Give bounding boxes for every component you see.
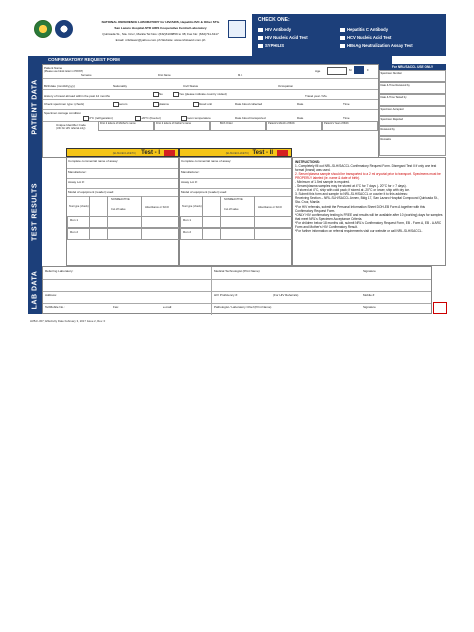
med-tech-field[interactable]: Medical Technologist (Print Name): [214, 269, 260, 273]
header-address: Quiricada St., Sta. Cruz, Manila Tel Nos: (632)3109859 to 38; Fax No: (632)711-6117: [102, 32, 219, 36]
check-one-panel: [252, 14, 446, 56]
test-2-marker-icon: [277, 150, 288, 156]
lab-use-header: For NRL/SACCL USE ONLY: [379, 64, 446, 70]
test-2-header: (ELISA/ECLIA/ETC) Test - II: [179, 148, 292, 157]
header-hospital: San Lazaro Hospital-STD AIDS Cooperative Central Laboratory: [114, 26, 207, 30]
option-hbsag[interactable]: HBsAg Neutralization Assay Test: [340, 43, 413, 48]
form-footer: LRB-F-307; Effectivity Date February 3, 2017 Issue 2, Rev. 0: [30, 319, 106, 323]
doh-seal-icon: [34, 20, 52, 38]
sex-box-icon: [354, 66, 364, 74]
check-one-title: CHECK ONE:: [258, 17, 290, 23]
test-1-title: Test - I: [141, 150, 160, 156]
lab-data-form: Referring Laboratory: Medical Technologist (Print Name) Signature Address: HIV Proficiency #: (For HIV Referrals) Mobile # Tel/Mobile No.: Fax: e-mail: Pathologist / Laboratory Chief (Print Name) Signature: [42, 266, 432, 314]
patient-form: [42, 64, 379, 158]
uic-boxes[interactable]: First 2 letters of Mother's name First 2 letters of Father's name Birth Order Patient's Month of Birth Patient's Year of Birth: [98, 121, 378, 131]
specimen-number-cell[interactable]: Specimen Number: [379, 70, 446, 82]
option-hcv-antibody[interactable]: Hepatitis C Antibody: [340, 27, 388, 32]
lab-header: [28, 14, 252, 56]
remarks-cell[interactable]: Remarks: [379, 136, 446, 156]
age-field[interactable]: [327, 67, 347, 75]
tel-field[interactable]: Tel/Mobile No.:: [45, 305, 65, 309]
option-hcv-nat[interactable]: HCV Nucleic Acid Test: [340, 35, 391, 40]
received-by-cell[interactable]: Received by: [379, 126, 446, 136]
storage-row[interactable]: Specimen storage condition 4°C (refrigeration) -20°C (freezer) room temperature Date blood transported Date Time: [43, 109, 378, 122]
patient-data-band: PATIENT DATA: [28, 56, 42, 158]
received-cell[interactable]: Date & Time Received by: [379, 82, 446, 94]
controlled-copy-stamp-icon: [433, 302, 447, 314]
specimen-row[interactable]: Check specimen type: (check) serum plasma blood unit Date blood collected Date Time: [43, 99, 378, 110]
fax-field[interactable]: Fax:: [113, 305, 119, 309]
test-1-marker-icon: [164, 150, 175, 156]
patient-name-row[interactable]: Patient Name (Please use block letter in PRINT) Surname First Name M.I. Age M F: [43, 65, 378, 79]
request-form-sheet: [28, 14, 446, 314]
header-lab-name: NATIONAL REFERENCE LABORATORY for HIV/AIDS, Hepatitis B/C & Other STIs: [101, 20, 220, 24]
lab-data-band: LAB DATA: [28, 266, 42, 314]
header-contact: Email: nrlsltsacc@yahoo.com.ph Website: www.nrlslsaccl.com.ph: [115, 38, 206, 42]
uic-row[interactable]: Unique Identifier Code (UIC for HIV referral only) First 2 letters of Mother's name First 2 letters of Father's name Birth Order Patient's Month of Birth Patient's Year of Birth: [43, 121, 378, 135]
form-title: CONFIRMATORY REQUEST FORM: [42, 56, 392, 64]
test-2-title: Test - II: [252, 150, 273, 156]
hiv-proficiency-field[interactable]: HIV Proficiency #:: [214, 293, 238, 297]
email-field[interactable]: e-mail:: [163, 305, 173, 309]
option-hiv-nat[interactable]: HIV Nucleic Acid Test: [258, 35, 308, 40]
test-1-header: (ELISA/ECLIA/ETC) Test - I: [66, 148, 179, 157]
accepted-cell[interactable]: Specimen Accepted: [379, 106, 446, 116]
test-results-band: TEST RESULTS: [28, 158, 42, 266]
address-field[interactable]: Address:: [45, 293, 57, 297]
rejected-cell[interactable]: Specimen Rejected: [379, 116, 446, 126]
option-syphilis[interactable]: SYPHILIS: [258, 43, 284, 48]
iso-badge-icon: [228, 20, 246, 38]
birthdate-row[interactable]: Birthdate (mm/dd/yyyy) Nationality Civil Status Occupation: [43, 78, 378, 90]
test-1-block: Complete commercial name of assay: Manufacturer: Assay Lot #: Model of equipment (reader) used: NONREACTIVE Test type (check) Cut off value Absorbance or S/CO Run 1 Run 2: [66, 157, 179, 266]
referring-lab-field[interactable]: Referring Laboratory:: [45, 269, 74, 273]
option-hiv-antibody[interactable]: HIV Antibody: [258, 27, 291, 32]
test-2-block: Complete commercial name of assay: Manufacturer: Assay Lot #: Model of equipment (reader) used: NONREACTIVE Test type (check) Cut off value Absorbance or S/CO Run 1 Run 2: [179, 157, 292, 266]
tested-cell[interactable]: Date & Time Tested by: [379, 94, 446, 106]
pathologist-field[interactable]: Pathologist / Laboratory Chief (Print Name): [214, 305, 272, 309]
instructions-panel: INSTRUCTIONS: 1. Completely fill out NRL-SLH/SACCL Confirmatory Request Form. Disregard Test II if only one test format (brand) was used. 2. Serum/plasma sample should be transported to a 2 ml cryovial prior to transport. Specimens must be PROPERLY labeled (ie. name & date of birth). - Minimum of 1.5ml sample is required. - Serum/plasma samples may be stored at 4°C for 7 days (- 20°C for > 7 days). - If stored at 4°C, ship with cold pack; if stored at -20°C or lower, ship with dry ice. 3. Submit this form and sample to NRL-SLH/SACCL or courier it to this address: Receiving Section – NRL-SLH/SACCL Annex, Bldg 17, San Lazaro Hospital Compound Quiricada St., Sta. Cruz, Manila *For HIV referrals, submit the Personal Information Sheet DOH-EB Form A together with this Confirmatory Request Form. *ONLY HIV confirmatory testing is FREE and results will be available after 10 (working) days for samples that meet NRL's Specimen Acceptance Criteria. *For children below 18 months old, submit NRL's Confirmatory Request Form, EB - Form A, EB - A ARC Form and Mother's HIV Confirmatory Result. *For further information on referral requirements visit our website or call NRL-SLH/SACCL.: [292, 157, 446, 266]
hospital-seal-icon: [55, 20, 73, 38]
travel-row[interactable]: History of travel abroad within the past 12 months No Yes (please indicate country visited) Travel year / Mo.: [43, 89, 378, 100]
